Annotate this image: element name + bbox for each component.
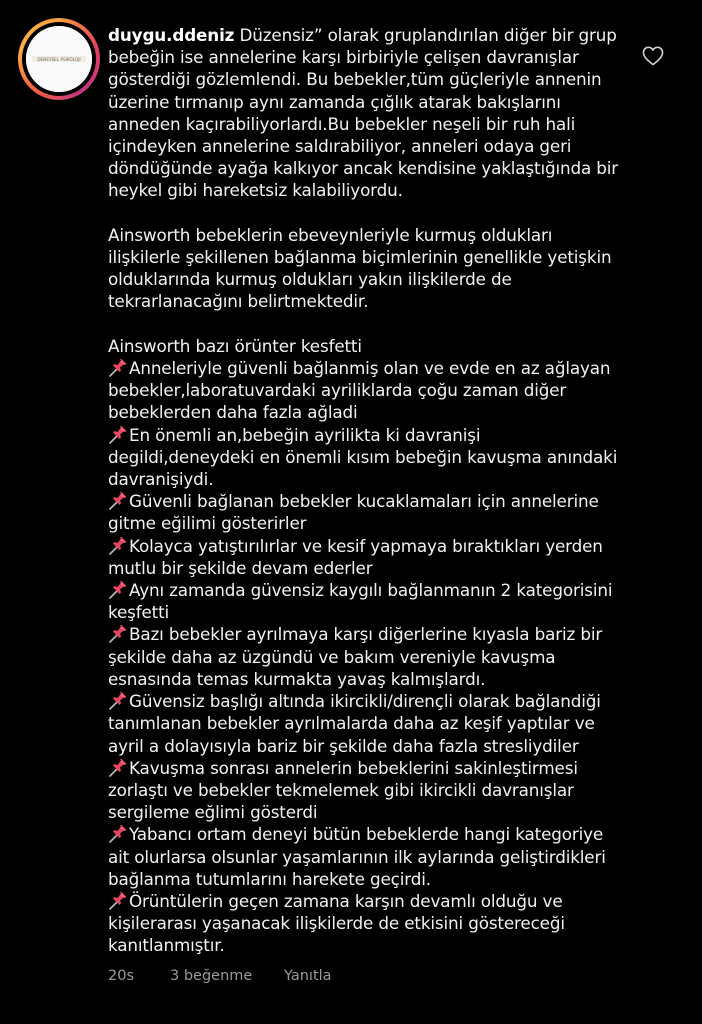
bullet-text: Aynı zamanda güvensiz kaygılı bağlanmanın 2 kategorisini keşfetti (108, 580, 618, 623)
svg-text:DENEYSEL PSİKOLOJİ: DENEYSEL PSİKOLOJİ (37, 57, 81, 62)
bullet-text: En önemli an,bebeğin ayrilikta ki davranişi degildi,deneydeki en önemli kısım bebeğin kavuşma anındaki davranişiydi. (108, 424, 623, 490)
bullet-item (108, 425, 622, 489)
heart-outline-icon[interactable] (642, 46, 664, 66)
bullet-text: Kavuşma sonrası annelerin bebeklerini sakinleştirmesi zorlaştı ve bebekler tekmelemek gibi ikircikli davranışlar sergileme eğlimi gösterdi (108, 757, 584, 823)
bullet-text: Örüntülerin geçen zamana karşın devamlı olduğu ve kişilerarası yaşanacak ilişkilerde de etkisini göstereceği kanıtlanmıştır. (108, 890, 571, 956)
bullet-item (108, 891, 570, 955)
avatar-image (26, 26, 92, 92)
pushpin-icon (108, 625, 128, 643)
pushpin-icon (108, 692, 128, 710)
comment-paragraph: Düzensiz” olarak gruplandırılan diğer bir grup bebeğin ise annelerine karşı birbiriyle çelişen davranışlar gösterdiği gözlemlendi. Bu bebekler,tüm güçleriyle annenin üzerine tırmanıp aynı zamanda çığlık atarak bakışlarını anneden kaçırabiliyorlardı.Bu bebekler neşeli bir ruh hali içindeyken annelerine saldırabiliyor, anneleri odaya geri döndüğünde ayağa kalkıyor ancak kendisine yaklaştığında bir heykel gibi hareketsiz kalabiliyordu. (108, 25, 624, 201)
comment-paragraph: Ainsworth bebeklerin ebeveynleriyle kurmuş oldukları ilişkilerle şekillenen bağlanma biçimlerinin genellikle yetişkin olduklarında kurmuş oldukları yakın ilişkilerde de tekrarlanacağını belirtmektedir. (108, 224, 617, 312)
comment-meta (108, 968, 332, 984)
bullet-item (108, 580, 618, 622)
bullet-text: Güvensiz başlığı altında ikircikli/dirençli olarak bağlandiği tanımlanan bebekler ayrılmalarda daha az keşif yaptılar ve ayril a dolayısıyla bariz bir şekilde daha fazla stresliydiler (108, 691, 606, 756)
pushpin-icon (108, 825, 128, 843)
pushpin-icon (108, 426, 128, 444)
comment-time: 20s (108, 968, 135, 984)
reply-button[interactable]: Yanıtla (284, 968, 332, 984)
avatar[interactable] (18, 18, 100, 100)
bullet-text: Bazı bebekler ayrılmaya karşı diğerlerine kıyasla bariz bir şekilde daha az üzgündü ve bakım vereniyle kavuşma esnasında temas kurmakta yavaş kalmışlardı. (108, 624, 608, 689)
bullet-item (108, 358, 616, 422)
bullet-item (108, 824, 611, 888)
bullet-item (108, 536, 608, 578)
bullet-text: Kolayca yatıştırılırlar ve kesif yapmaya bıraktıkları yerden mutlu bir şekilde devam ederler (108, 535, 608, 578)
pushpin-icon (108, 581, 128, 599)
bullet-item (108, 758, 583, 822)
bullet-text: Güvenli bağlanan bebekler kucaklamaları için annelerine gitme eğilimi gösterirler (108, 491, 604, 534)
bullet-item (108, 691, 606, 755)
pushpin-icon (108, 892, 128, 910)
comment-paragraph: Ainsworth bazı örünter kesfetti (108, 335, 362, 356)
bullet-list (108, 358, 622, 955)
pushpin-icon (108, 759, 128, 777)
pushpin-icon (108, 537, 128, 555)
pushpin-icon (108, 359, 128, 377)
bullet-item (108, 624, 607, 688)
username[interactable]: duygu.ddeniz (108, 25, 235, 45)
pushpin-icon (108, 492, 128, 510)
comment-body (108, 24, 628, 957)
bullet-item (108, 491, 604, 533)
bullet-text: Anneleriyle güvenli bağlanmiş olan ve evde en az ağlayan bebekler,laboratuvardaki ayriliklarda çoğu zaman diğer bebeklerden daha fazla ağladi (108, 358, 616, 423)
like-count[interactable]: 3 beğenme (170, 968, 253, 984)
avatar-logo (26, 26, 92, 92)
bullet-text: Yabancı ortam deneyi bütün bebeklerde hangi kategoriye ait olurlarsa olsunlar yaşamlarının ilk aylarında geliştirdikleri bağlanma tutumlarını harekete geçirdi. (108, 824, 611, 889)
